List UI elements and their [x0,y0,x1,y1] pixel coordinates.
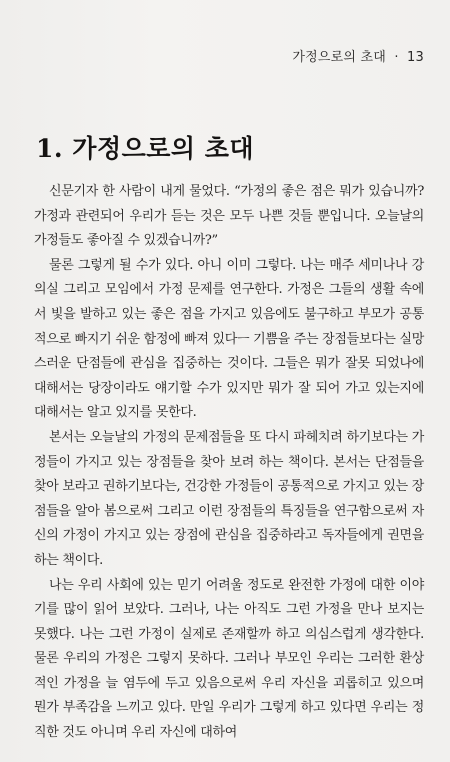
running-header [292,46,424,65]
page-number: 13 [407,50,424,65]
paragraph: 신문기자 한 사람이 내게 물었다. “가정의 좋은 점은 뭐가 있습니까? 가정과 관련되어 우리가 듣는 것은 모두 나쁜 것들 뿐입니다. 오늘날의 가정들도 좋아질 수 있겠습니까?” [34,184,424,249]
running-header-separator: · [394,50,399,65]
bleed-through-texture [230,136,420,180]
chapter-title: 1. 가정으로의 초대 [36,133,255,163]
paragraph: 물론 그렇게 될 수가 있다. 아니 이미 그렇다. 나는 매주 세미나나 강의실 그리고 모임에서 가정 문제를 연구한다. 가정은 그들의 생활 속에서 빛을 발하고 있는 좋은 점을 가지고 있음에도 불구하고 부모가 공통적으로 빠지기 쉬운 함정에 빠져 있다ㅡ 기쁨을 주는 장점들보다는 실망스러운 단점들에 관심을 집중하는 것이다. 그들은 뭐가 잘못 되었나에 대해서는 당장이라도 얘기할 수가 있지만 뭐가 잘 되어 가고 있는지에 대해서는 알고 있지를 못한다. [34,257,424,421]
body-text [34,180,424,746]
paragraph: 나는 우리 사회에 있는 믿기 어려울 정도로 완전한 가정에 대한 이야기를 많이 읽어 보았다. 그러나, 나는 아직도 그런 가정을 만나 보지는 못했다. 나는 그런 가정이 실제로 존재할까 하고 의심스럽게 생각한다. 물론 우리의 가정은 그렇지 못하다. 그러나 부모인 우리는 그러한 환상적인 가정을 늘 염두에 두고 있음으로써 우리 자신을 괴롭히고 있으며 뭔가 부족감을 느끼고 있다. 만일 우리가 그렇게 하고 있다면 우리는 정직한 것도 아니며 우리 자신에 대하여 [34,577,424,741]
paragraph: 본서는 오늘날의 가정의 문제점들을 또 다시 파헤치려 하기보다는 가정들이 가지고 있는 장점들을 찾아 보려 하는 책이다. 본서는 단점들을 찾아 보라고 권하기보다는, 건강한 가정들이 공통적으로 가지고 있는 장점들을 알아 봄으로써 그리고 이런 장점들의 특징들을 연구함으로써 자신의 가정이 가지고 있는 장점에 관심을 집중하라고 독자들에게 권면을 하는 책이다. [34,429,424,568]
running-header-section: 가정으로의 초대 [292,50,387,65]
